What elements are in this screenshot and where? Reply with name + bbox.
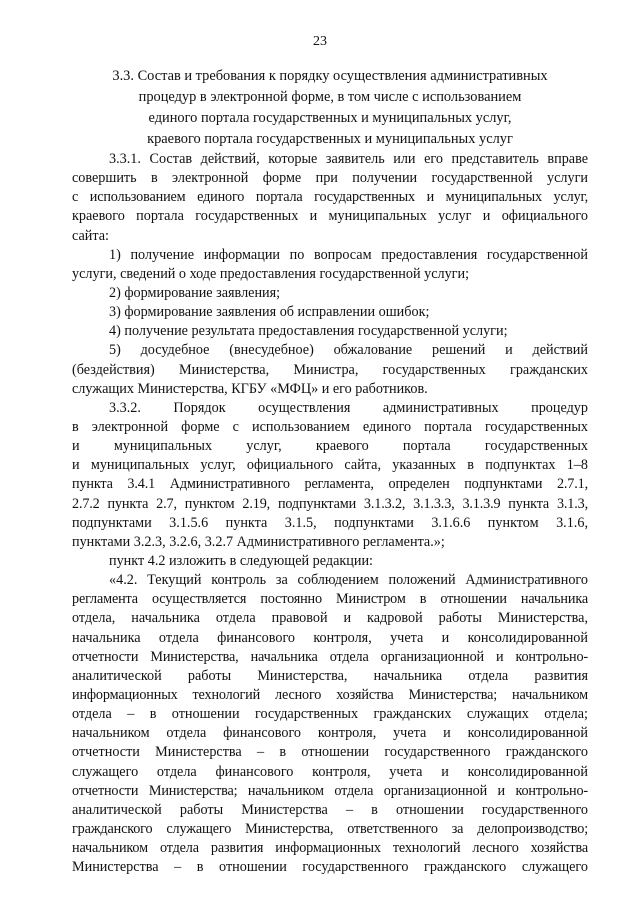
text-line: в электронной форме с использованием единого портала государственных: [72, 418, 588, 435]
text-line: и муниципальных услуг, краевого портала государственных: [72, 438, 588, 455]
body-text: [72, 150, 588, 877]
text-line: пункта 3.4.1 Административного регламента, определен подпунктами 2.7.1,: [72, 476, 588, 493]
heading-line: 3.3. Состав и требования к порядку осуществления административных: [112, 68, 548, 84]
text-line: начальника отдела финансового контроля, учета и консолидированной: [72, 629, 588, 646]
text-line: услуги, сведений о ходе предоставления государственной услуги;: [72, 265, 470, 282]
text-line: служащего отдела финансового контроля, учета и консолидированной: [72, 763, 588, 780]
text-line: служащих Министерства, КГБУ «МФЦ» и его работников.: [72, 380, 428, 397]
text-line: начальником отдела развития информационных технологий лесного хозяйства: [72, 840, 588, 857]
heading-line: единого портала государственных и муниципальных услуг,: [148, 110, 512, 126]
text-line: 3) формирование заявления об исправлении ошибок;: [109, 304, 430, 321]
text-line: отчетности Министерства, начальника отдела организационной и контрольно-: [72, 648, 588, 665]
section-heading: [70, 66, 590, 150]
text-line: сайта:: [72, 227, 109, 244]
text-line: 2.7.2 пункта 2.7, пунктом 2.19, подпунктами 3.1.3.2, 3.1.3.3, 3.1.3.9 пункта 3.1.3,: [72, 495, 588, 512]
text-line: начальником отдела финансового контроля, учета и консолидированной: [72, 725, 588, 742]
text-line: 2) формирование заявления;: [109, 284, 281, 301]
text-line: регламента осуществляется постоянно Министром в отношении начальника: [72, 591, 588, 608]
heading-line: процедур в электронной форме, в том числе с использованием: [138, 89, 522, 105]
text-line: 3.3.2. Порядок осуществления административных процедур: [109, 399, 588, 416]
text-line: и муниципальных услуг, официального сайта, указанных в подпунктах 1–8: [72, 457, 588, 474]
text-line: гражданского служащего Министерства, ответственного за делопроизводство;: [72, 820, 588, 837]
heading-line: краевого портала государственных и муниципальных услуг: [147, 131, 513, 147]
text-line: информационных технологий лесного хозяйства Министерства; начальником: [72, 686, 588, 703]
text-line: совершить в электронной форме при получении государственной услуги: [72, 170, 588, 187]
text-line: отдела – в отношении государственных гражданских служащих отдела;: [72, 706, 588, 723]
text-line: пунктами 3.2.3, 3.2.6, 3.2.7 Административного регламента.»;: [72, 533, 445, 550]
text-line: (бездействия) Министерства, Министра, государственных гражданских: [72, 361, 588, 378]
text-line: 5) досудебное (внесудебное) обжалование решений и действий: [109, 342, 588, 359]
text-line: Министерства – в отношении государственного гражданского служащего: [72, 859, 588, 876]
text-line: с использованием единого портала государственных и муниципальных услуг,: [72, 189, 588, 206]
text-line: 1) получение информации по вопросам предоставления государственной: [109, 246, 588, 263]
text-line: 4) получение результата предоставления государственной услуги;: [109, 323, 508, 340]
text-line: аналитической работы Министерства – в отношении государственного: [72, 801, 588, 818]
text-line: краевого портала государственных и муниципальных услуг и официального: [72, 208, 588, 225]
text-line: отдела, начальника отдела правовой и кадровой работы Министерства,: [72, 610, 588, 627]
text-line: отчетности Министерства; начальником отдела организационной и контрольно-: [72, 782, 588, 799]
text-line: «4.2. Текущий контроль за соблюдением положений Административного: [109, 572, 588, 589]
page-number: 23: [313, 34, 327, 49]
text-line: отчетности Министерства – в отношении государственного гражданского: [72, 744, 588, 761]
text-line: пункт 4.2 изложить в следующей редакции:: [109, 552, 373, 569]
text-line: аналитической работы Министерства, начальника отдела развития: [72, 667, 588, 684]
text-line: подпунктами 3.1.5.6 пункта 3.1.5, подпунктами 3.1.6.6 пунктом 3.1.6,: [72, 514, 588, 531]
text-line: 3.3.1. Состав действий, которые заявитель или его представитель вправе: [109, 151, 588, 167]
